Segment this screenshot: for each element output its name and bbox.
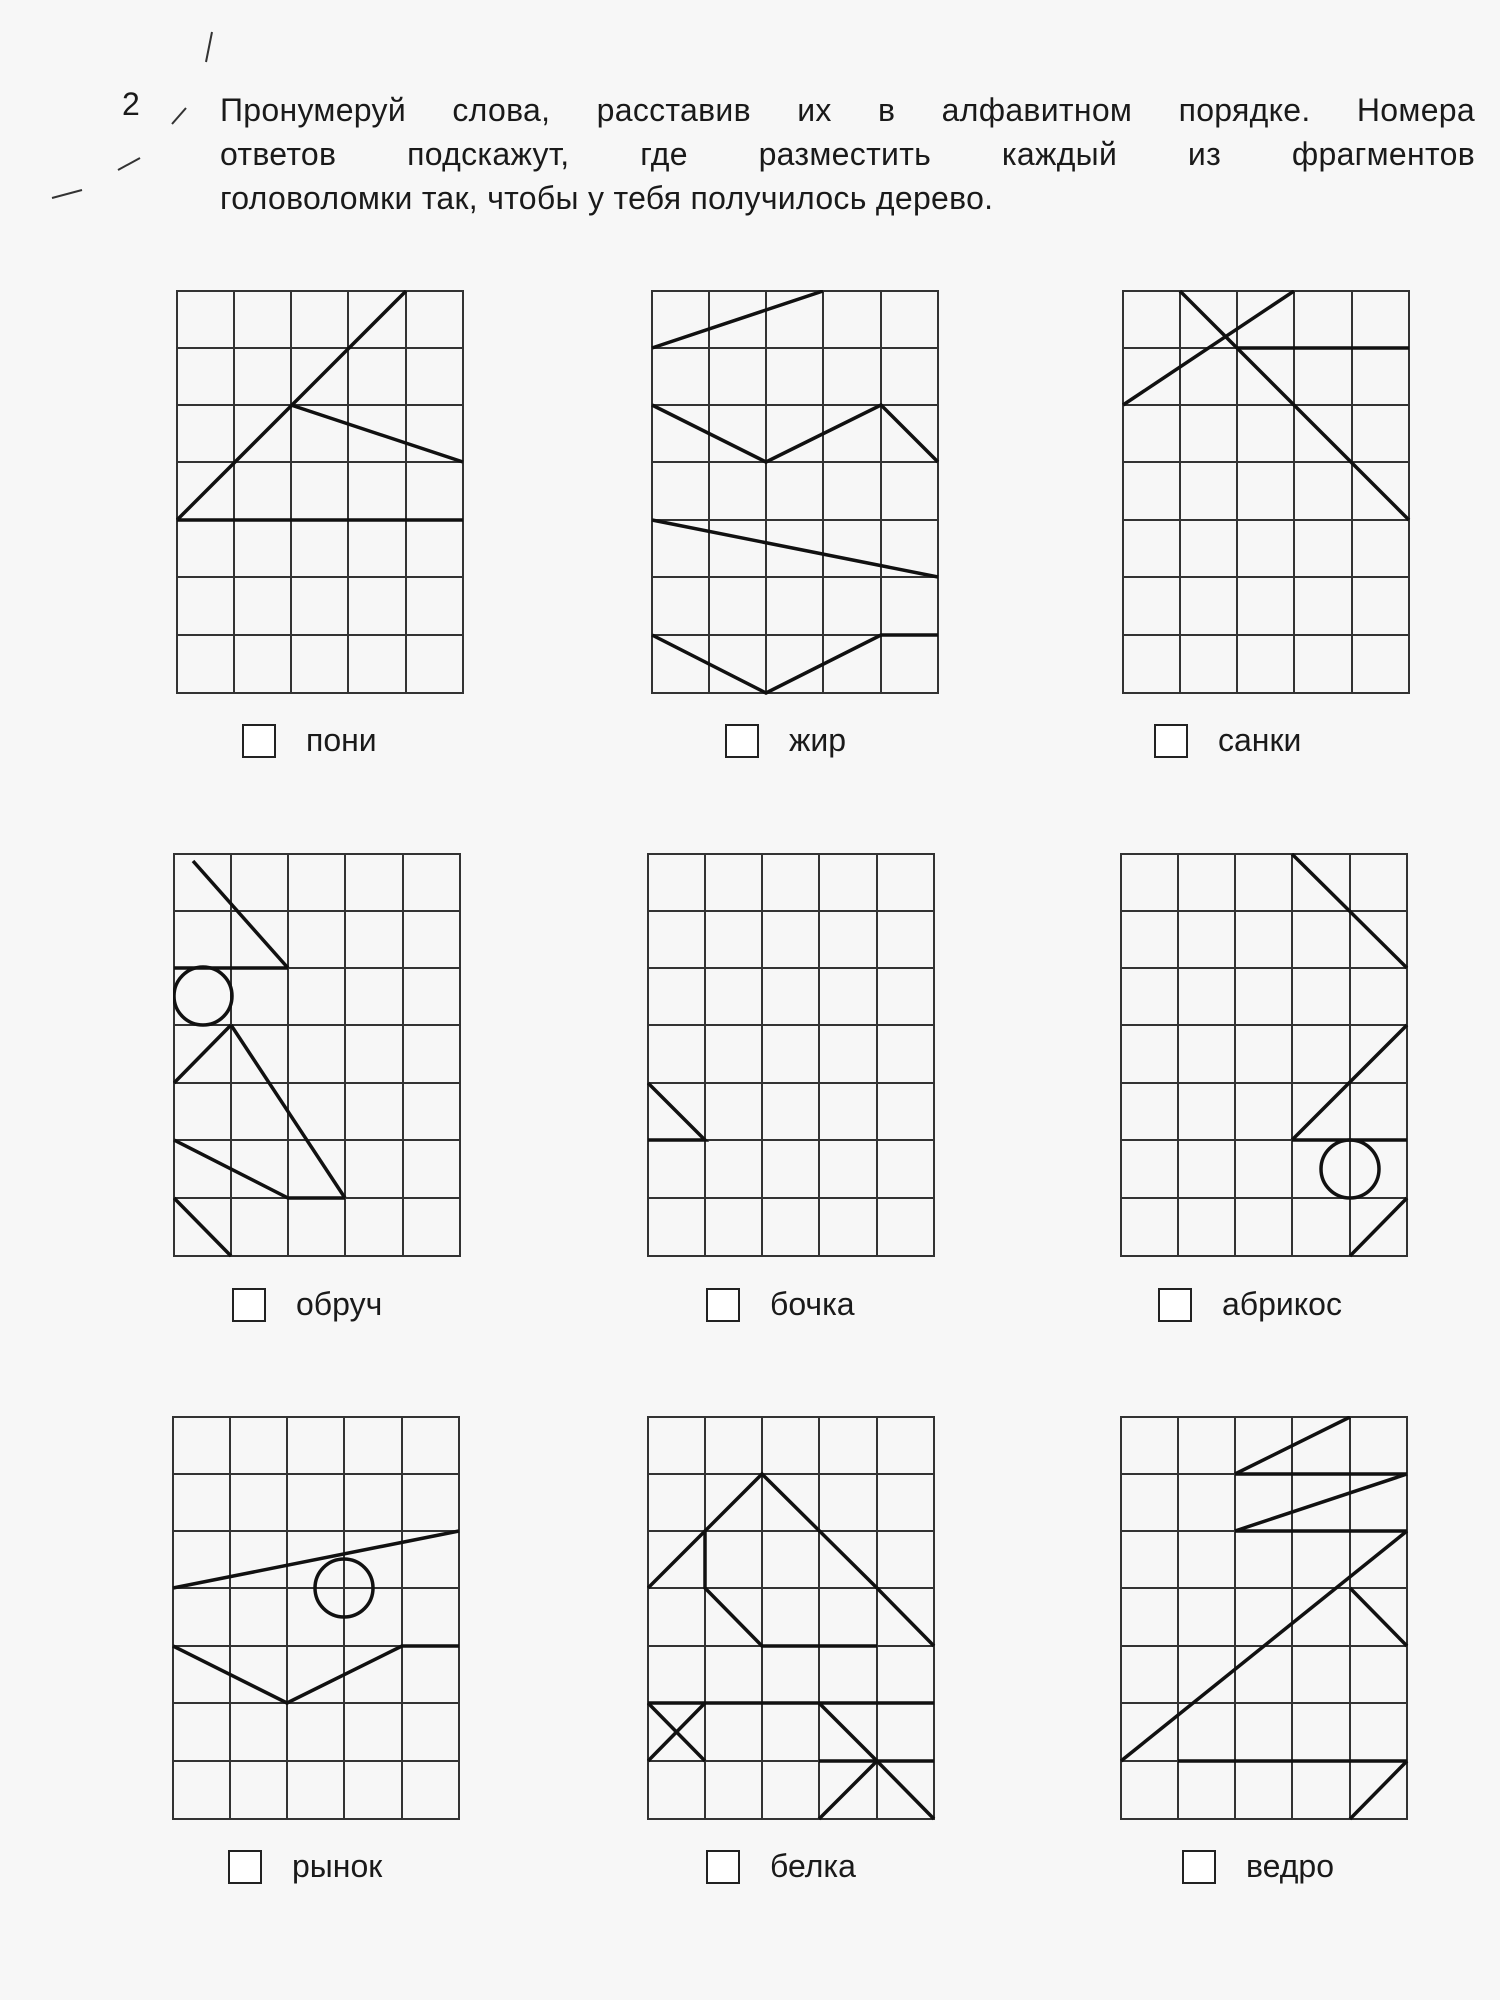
word-label: пони [306,722,377,758]
word-label: рынок [292,1848,383,1884]
word-label: бочка [770,1286,855,1322]
answer-row-poni [242,722,377,759]
answer-checkbox[interactable] [1154,724,1188,758]
answer-row-vedro [1182,1848,1334,1885]
word-label: белка [770,1848,856,1884]
answer-row-rynok [228,1848,382,1885]
puzzle-fragment-sanki [1122,290,1412,695]
task-number: 2 [122,86,140,122]
instruction-line: головоломки так, чтобы у тебя получилось дерево. [220,180,994,216]
puzzle-fragment-rynok [172,1416,462,1821]
answer-checkbox[interactable] [228,1850,262,1884]
answer-row-bochka [706,1286,855,1323]
answer-row-belka [706,1848,856,1885]
answer-checkbox[interactable] [1158,1288,1192,1322]
word-label: абрикос [1222,1286,1342,1322]
puzzle-fragment-obruch [173,853,463,1258]
answer-row-obruch [232,1286,382,1323]
answer-row-sanki [1154,722,1301,759]
answer-checkbox[interactable] [232,1288,266,1322]
puzzle-fragment-bochka [647,853,937,1258]
puzzle-fragment-abrikos [1120,853,1410,1258]
answer-checkbox[interactable] [242,724,276,758]
answer-checkbox[interactable] [706,1288,740,1322]
puzzle-fragment-belka [647,1416,937,1821]
answer-checkbox[interactable] [706,1850,740,1884]
word-label: ведро [1246,1848,1334,1884]
puzzle-fragment-vedro [1120,1416,1410,1821]
answer-checkbox[interactable] [1182,1850,1216,1884]
answer-row-zhir [725,722,846,759]
puzzle-fragment-poni [176,290,466,695]
word-label: санки [1218,722,1302,758]
task-instruction [220,88,1475,220]
puzzle-fragment-zhir [651,290,941,695]
answer-checkbox[interactable] [725,724,759,758]
instruction-line: Пронумеруй слова, расставив их в алфавитном порядке. Номера [220,92,1475,128]
instruction-line: ответов подскажут, где разместить каждый из фрагментов [220,136,1475,172]
word-label: жир [789,722,847,758]
answer-row-abrikos [1158,1286,1342,1323]
word-label: обруч [296,1286,383,1322]
